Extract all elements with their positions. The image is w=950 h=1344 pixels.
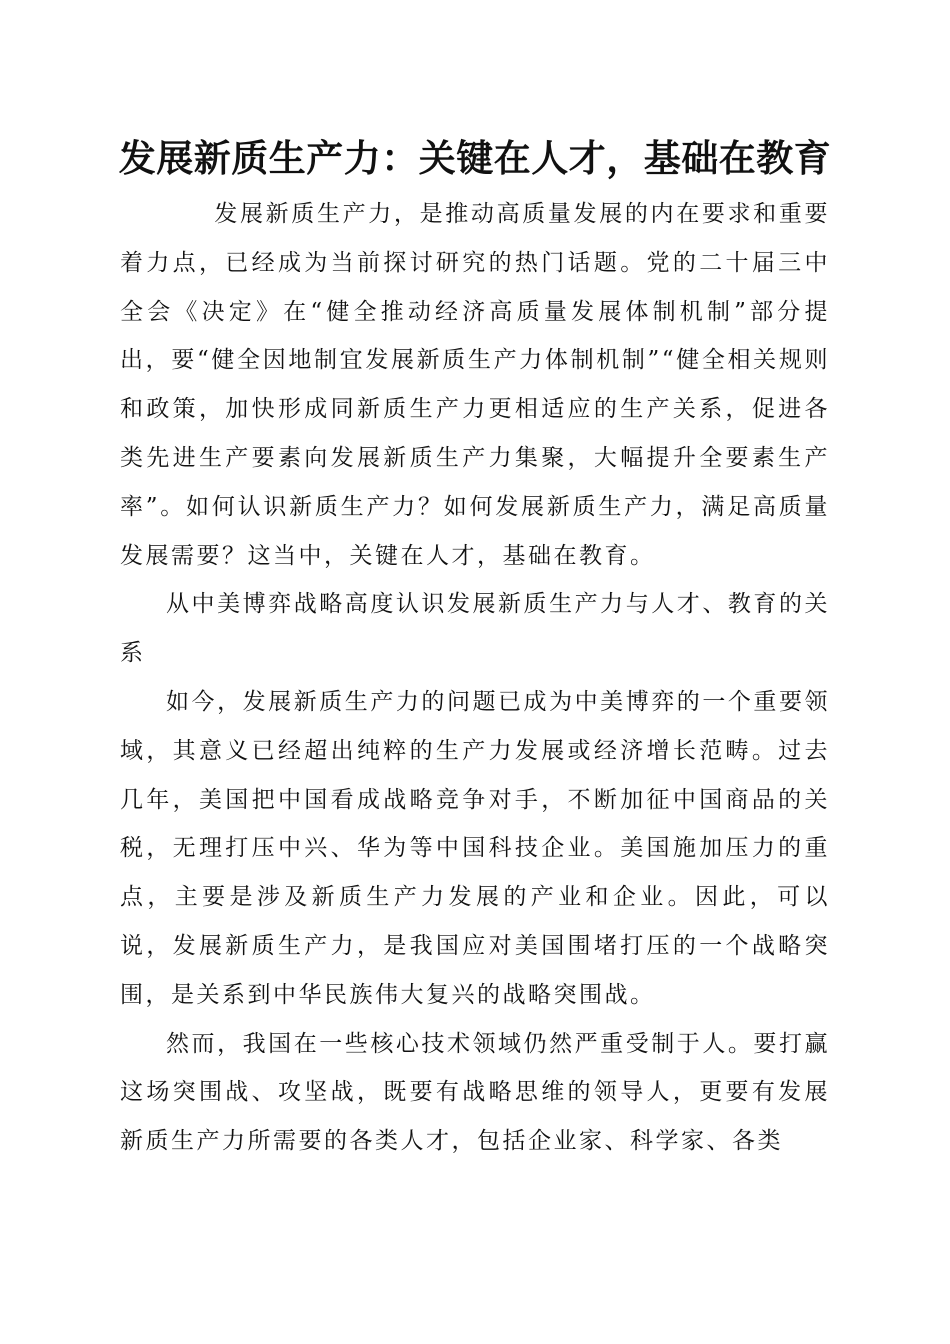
section-heading: 从中美博弈战略高度认识发展新质生产力与人才、教育的关系: [120, 591, 830, 667]
paragraph-intro: 发展新质生产力，是推动高质量发展的内在要求和重要着力点，已经成为当前探讨研究的热门话题。党的二十届三中全会《决定》在“健全推动经济高质量发展体制机制”部分提出，要“健全因地制宜发展新质生产力体制机制”“健全相关规则和政策，加快形成同新质生产力更相适应的生产关系，促进各类先进生产要素向发展新质生产力集聚，大幅提升全要素生产率”。如何认识新质生产力？如何发展新质生产力，满足高质量发展需要？这当中，关键在人才，基础在教育。: [120, 201, 830, 569]
paragraph-challenge: 然而，我国在一些核心技术领域仍然严重受制于人。要打赢这场突围战、攻坚战，既要有战略思维的领导人，更要有发展新质生产力所需要的各类人才，包括企业家、科学家、各类: [120, 1030, 830, 1155]
document-title: 发展新质生产力：关键在人才，基础在教育: [118, 136, 832, 180]
document-body: [120, 190, 830, 1166]
paragraph-background: 如今，发展新质生产力的问题已成为中美博弈的一个重要领域，其意义已经超出纯粹的生产力发展或经济增长范畴。过去几年，美国把中国看成战略竞争对手，不断加征中国商品的关税，无理打压中兴、华为等中国科技企业。美国施加压力的重点，主要是涉及新质生产力发展的产业和企业。因此，可以说，发展新质生产力，是我国应对美国围堵打压的一个战略突围，是关系到中华民族伟大复兴的战略突围战。: [120, 688, 830, 1008]
